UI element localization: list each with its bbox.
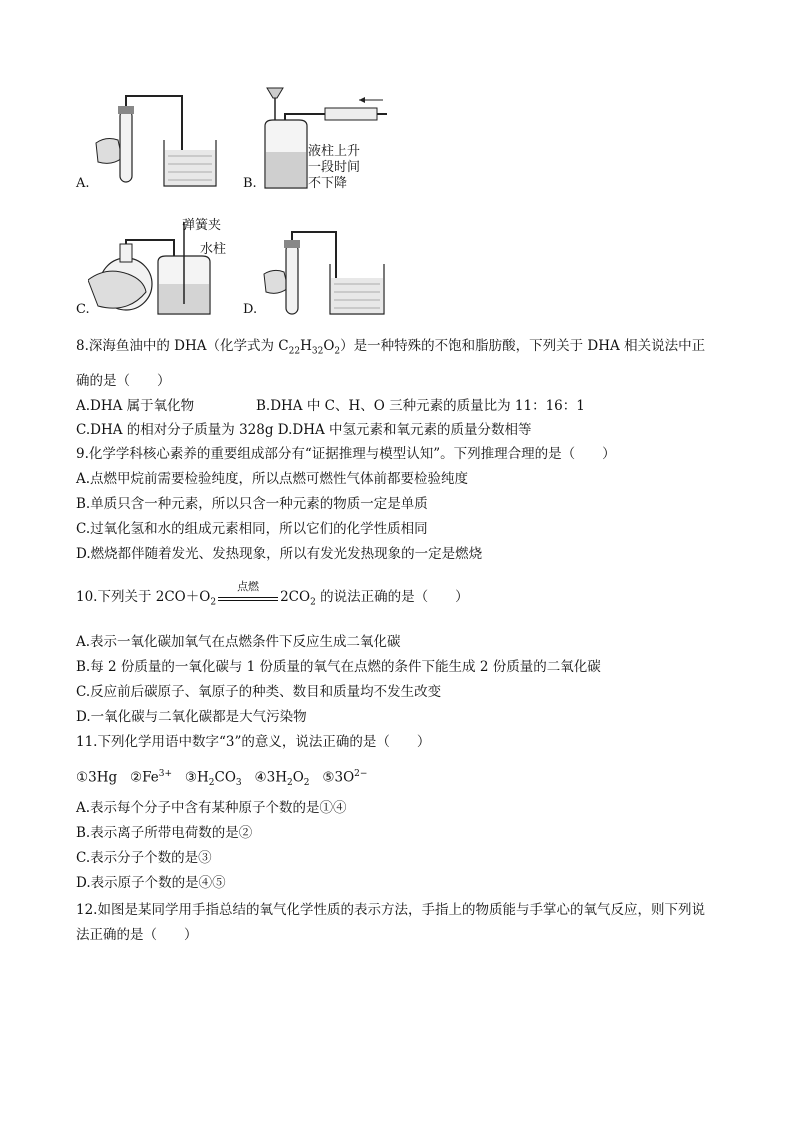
question-12-stem-line2: 法正确的是（ ） [76,927,198,943]
symbol-5-charge: 2− [354,769,368,779]
figure-c-note-water: 水柱 [200,242,227,257]
question-11-option-b: B.表示离子所带电荷数的是② [76,825,253,841]
symbol-2: ②Fe [129,769,159,786]
reaction-arrow [218,579,278,606]
apparatus-figure-d [260,226,390,318]
q10-sub-o2: 2 [210,597,217,608]
symbol-3b: CO [214,769,236,786]
q10-sub-co2: 2 [310,597,316,608]
question-8-option-b: B.DHA 中 C、H、O 三种元素的质量比为 11：16：1 [256,398,585,414]
q10-stem-after: 的说法正确的是（ ） [315,589,469,605]
question-9-stem: 9.化学学科核心素养的重要组成部分有“证据推理与模型认知”。下列推理合理的是（ ） [76,446,616,462]
question-8-stem [76,337,705,361]
symbol-4-sub: 2 [286,778,293,789]
q10-stem-before: 10.下列关于 2CO＋O [76,589,211,605]
symbol-5: ⑤3O [322,769,355,786]
symbol-4b: O [292,769,304,786]
question-10-option-b: B.每 2 份质量的一氧化碳与 1 份质量的氧气在点燃的条件下能生成 2 份质量的二氧化碳 [76,659,601,675]
question-12-stem-line1: 12.如图是某同学用手指总结的氧气化学性质的表示方法，手指上的物质能与手掌心的氧气反应，则下列说 [76,902,705,918]
symbol-4a: ④3H [254,769,287,786]
question-8-option-a: A.DHA 属于氧化物 [76,398,195,414]
question-10-option-a: A.表示一氧化碳加氧气在点燃条件下反应生成二氧化碳 [76,634,401,650]
question-8-stem-line2: 确的是（ ） [76,373,171,389]
question-10-option-c: C.反应前后碳原子、氧原子的种类、数目和质量均不发生改变 [76,684,442,700]
figure-b-label: B. [243,176,257,191]
symbol-2-charge: 3+ [158,769,172,779]
figure-b-note-time: 一段时间 [308,160,361,175]
q8-stem-before: 8.深海鱼油中的 DHA（化学式为 C [76,338,289,354]
q10-product: 2CO [280,589,311,605]
question-9-option-d: D.燃烧都伴随着发光、发热现象，所以有发光发热现象的一定是燃烧 [76,546,483,562]
symbol-3a: ③H [184,769,209,786]
question-11-symbols [76,765,367,792]
figure-d-label: D. [243,302,258,317]
figure-b-note-stay: 不下降 [308,176,348,191]
figure-b-note-rise: 液柱上升 [308,144,361,159]
question-10-stem [76,579,469,612]
symbol-4-sub2: 2 [303,778,310,789]
apparatus-figure-a [92,88,232,193]
symbol-1: ①3Hg [76,769,118,786]
symbol-3-sub: 2 [208,778,215,789]
q8-sub-o: 2 [334,346,341,357]
figure-a-label: A. [76,176,90,191]
question-9-option-c: C.过氧化氢和水的组成元素相同，所以它们的化学性质相同 [76,521,428,537]
q8-sub-h: 32 [311,346,324,357]
apparatus-figure-c [88,218,218,318]
q8-h: H [300,338,312,354]
q8-sub-c: 22 [288,346,301,357]
symbol-3-sub2: 3 [235,778,242,789]
question-9-option-b: B.单质只含一种元素，所以只含一种元素的物质一定是单质 [76,496,428,512]
question-11-option-d: D.表示原子个数的是④⑤ [76,875,226,891]
question-11-option-c: C.表示分子个数的是③ [76,850,212,866]
q8-stem-after: ）是一种特殊的不饱和脂肪酸，下列关于 DHA 相关说法中正 [340,338,706,354]
reaction-condition: 点燃 [237,579,260,593]
question-11-stem: 11.下列化学用语中数字“3”的意义，说法正确的是（ ） [76,734,431,750]
figure-c-note-clip: 弹簧夹 [182,218,222,233]
question-11-option-a: A.表示每个分子中含有某种原子个数的是①④ [76,800,347,816]
figure-c-label: C. [76,302,90,317]
question-10-option-d: D.一氧化碳与二氧化碳都是大气污染物 [76,709,307,725]
question-9-option-a: A.点燃甲烷前需要检验纯度，所以点燃可燃性气体前都要检验纯度 [76,471,469,487]
question-8-option-cd: C.DHA 的相对分子质量为 328g D.DHA 中氢元素和氧元素的质量分数相等 [76,422,532,438]
q8-o: O [323,338,335,354]
